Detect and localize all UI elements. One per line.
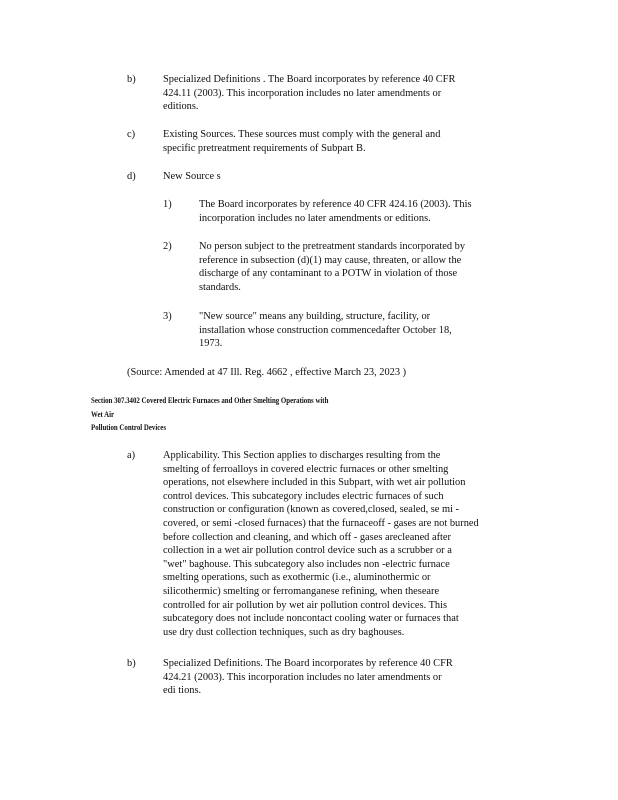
subsection-b2-label: b): [127, 658, 136, 669]
subsection-a-text: Applicability. This Section applies to discharges resulting from the smelting of ferroalloys in covered electric furnaces or other smelting operations, not elsewhere included in this Subpart, with wet air pollution control devices. This subcategory includes electric furnaces of such construction or configuration (known as covered,closed, sealed, se mi - covered, or semi -closed furnaces) that the furnaceoff - gases are not burned before collection and cleaning, and which off - gases arecleaned after collection in a wet air pollution control device such as a scrubber or a "wet" baghouse. This subcategory also includes non -electric furnace smelting operations, such as exothermic (i.e., aluminothermic or silicothermic) smelting or ferromanganese refining, when theseare controlled for air pollution by wet air pollution control devices. This subcategory does not include noncontact cooling water or furnaces that use dry dust collection techniques, such as dry baghouses.: [163, 450, 479, 638]
subsection-d1-label: 1): [163, 199, 172, 210]
source-note: (Source: Amended at 47 Ill. Reg. 4662 , effective March 23, 2023 ): [127, 367, 407, 378]
subsection-d2-label: 2): [163, 241, 172, 252]
subsection-d3-text: "New source" means any building, structure, facility, or installation whose construction commencedafter October 18, 1973.: [199, 311, 452, 350]
subsection-d-label: d): [127, 171, 136, 182]
subsection-b-label: b): [127, 74, 136, 85]
subsection-c-label: c): [127, 129, 136, 140]
subsection-d2-text: No person subject to the pretreatment standards incorporated by reference in subsection (d)(1) may cause, threaten, or allow the discharge of any contaminant to a POTW in violation of those standards.: [199, 241, 466, 293]
subsection-d1-text: The Board incorporates by reference 40 CFR 424.16 (2003). This incorporation includes no later amendments or editions.: [199, 199, 472, 224]
subsection-a-label: a): [127, 450, 136, 461]
section-heading: Section 307.3402 Covered Electric Furnaces and Other Smelting Operations with Wet Air Pollution Control Devices: [91, 396, 329, 433]
subsection-d-text: New Source s: [163, 171, 221, 182]
subsection-b-text: Specialized Definitions . The Board incorporates by reference 40 CFR 424.11 (2003). This incorporation includes no later amendments or editions.: [163, 74, 456, 113]
subsection-c-text: Existing Sources. These sources must comply with the general and specific pretreatment requirements of Subpart B.: [163, 129, 441, 154]
subsection-b2-text: Specialized Definitions. The Board incorporates by reference 40 CFR 424.21 (2003). This incorporation includes no later amendments or edi tions.: [163, 658, 453, 697]
subsection-d3-label: 3): [163, 311, 172, 322]
